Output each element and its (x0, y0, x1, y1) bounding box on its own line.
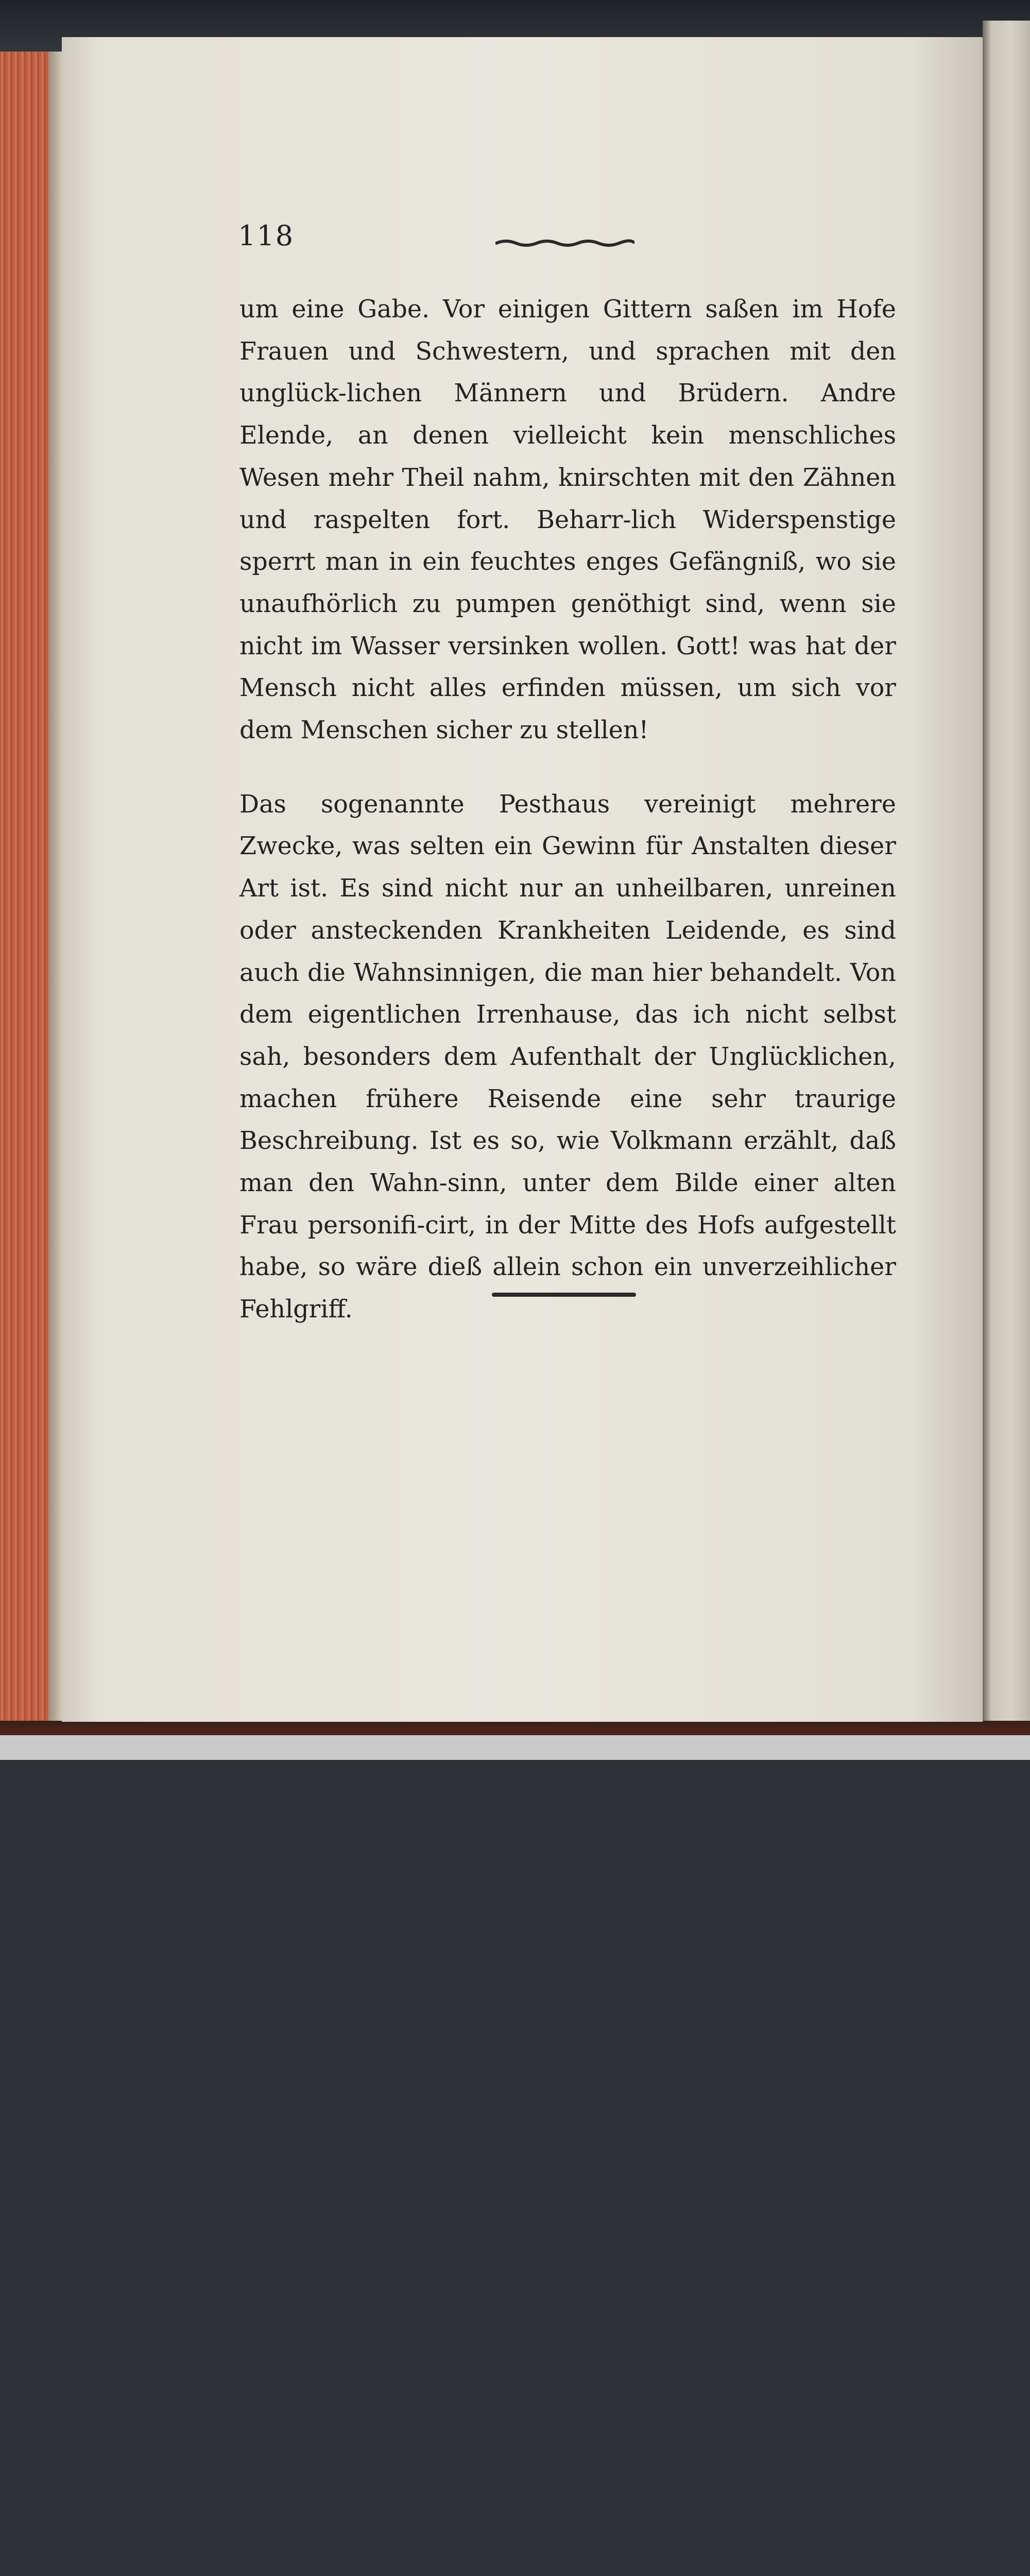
paragraph-1: um eine Gabe. Vor einigen Gittern saßen im Hofe Frauen und Schwestern, und sprachen mit den unglück-lichen Männern und Brüdern. Andre Elende, an denen vielleicht kein menschliches Wesen mehr Theil nahm, knirschten mit den Zähnen und raspelten fort. Beharr-lich Widerspenstige sperrt man in ein feuchtes enges Gefängniß, wo sie unaufhörlich zu pumpen genöthigt sind, wenn sie nicht im Wasser versinken wollen. Gott! was hat der Mensch nicht alles erfinden müssen, um sich vor dem Menschen sicher zu stellen! (239, 295, 896, 745)
scanner-bottom-strip (0, 1735, 1030, 1760)
paragraph-2: Das sogenannte Pesthaus vereinigt mehrere Zwecke, was selten ein Gewinn für Anstalten dieser Art ist. Es sind nicht nur an unheilbaren, unreinen oder ansteckenden Krankheiten Leidende, es sind auch die Wahnsinnigen, die man hier behandelt. Von dem eigentlichen Irrenhause, das ich nicht selbst sah, besonders dem Aufenthalt der Unglücklichen, machen frühere Reisende eine sehr traurige Beschreibung. Ist es so, wie Volkmann erzählt, daß man den Wahn-sinn, unter dem Bilde einer alten Frau personifi-cirt, in der Mitte des Hofs aufgestellt habe, so wäre dieß allein schon ein unverzeihlicher Fehlgriff. (239, 790, 896, 1324)
header-ornament-icon (495, 238, 634, 248)
closing-rule (492, 1293, 636, 1297)
page-edges-left (0, 52, 62, 1723)
page-number: 118 (238, 219, 295, 252)
body-text (239, 289, 896, 1331)
page-edge-right (983, 21, 1030, 1728)
